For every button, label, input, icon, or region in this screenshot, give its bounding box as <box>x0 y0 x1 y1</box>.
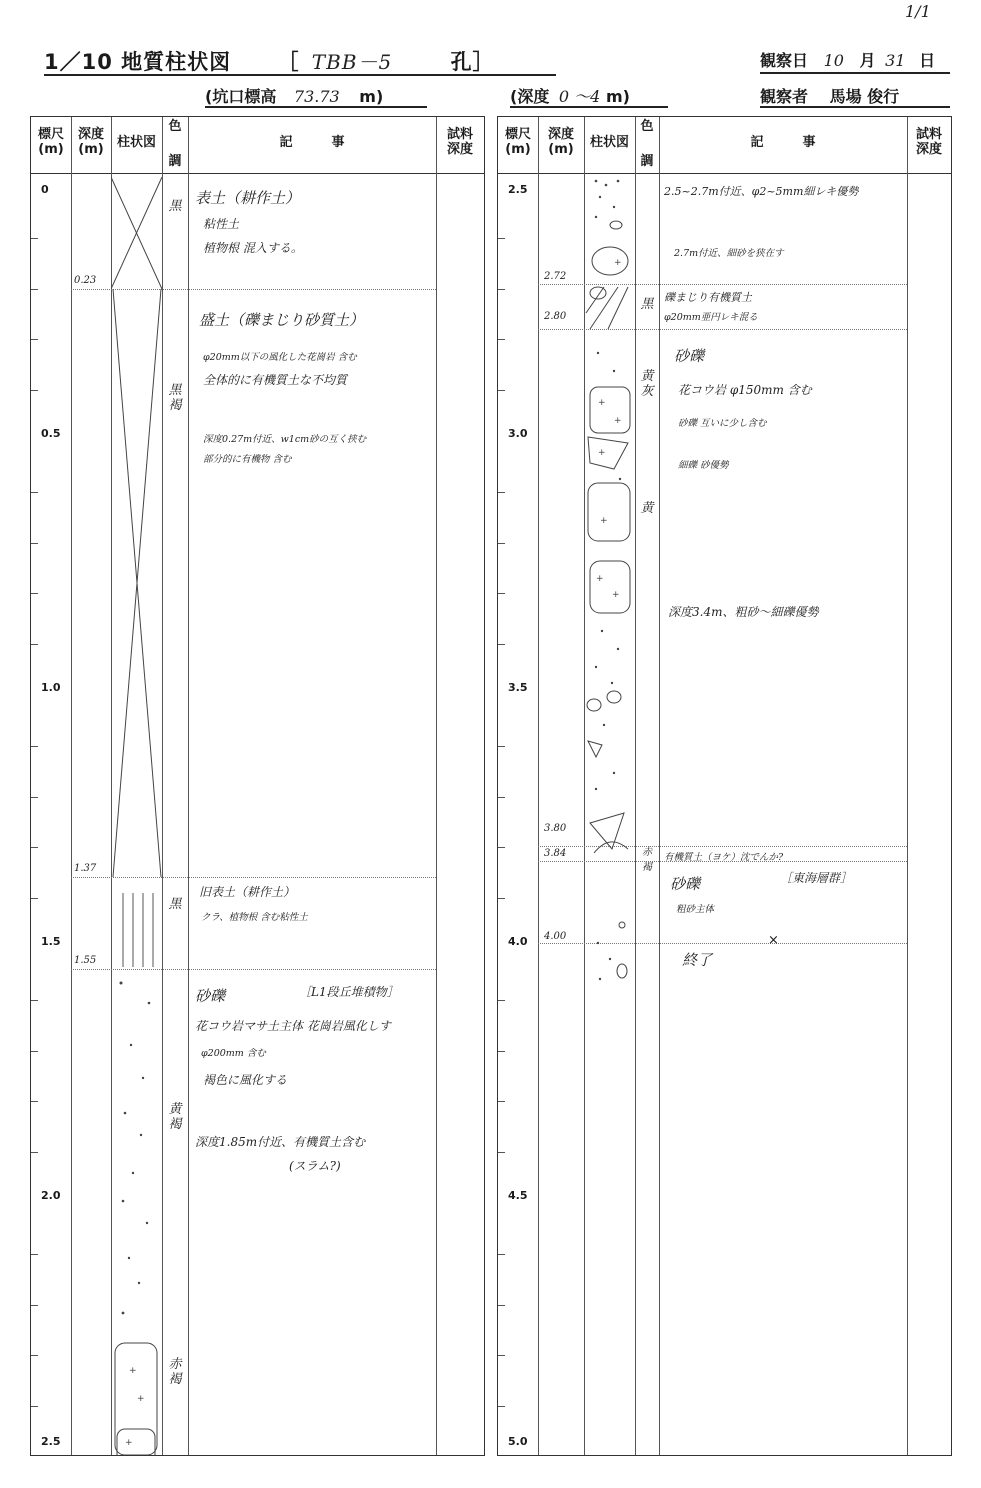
col-sample-2: 深度 <box>446 142 473 157</box>
remark-text: 粘性土 <box>203 217 240 231</box>
remark-text: 褐色に風化する <box>203 1073 288 1087</box>
remark-text: 2.7m付近、細砂を狭在す <box>674 248 784 259</box>
obs-day-unit: 日 <box>919 51 936 70</box>
scale-label: 2.0 <box>41 1189 61 1202</box>
scale-label: 1.5 <box>41 935 61 948</box>
remark-text: 砂礫 <box>674 347 705 365</box>
remark-text: 有機質土（ヨケ）沈でんか? <box>664 852 784 863</box>
color-label: 黄灰 <box>640 369 654 399</box>
obs-day: 31 <box>885 51 906 70</box>
depth-mark: 3.80 <box>544 823 567 834</box>
remark-text: 砂礫 <box>195 987 226 1005</box>
svg-text:+: + <box>600 516 608 526</box>
col-scale: 標尺 <box>37 127 64 142</box>
remark-text: 細礫 砂優勢 <box>678 460 729 471</box>
depth-mark: 4.00 <box>544 931 567 942</box>
depth-mark: 3.84 <box>544 848 567 859</box>
elevation-value: 73.73 <box>293 87 340 106</box>
remark-text: 盛土（礫まじり砂質土） <box>199 311 365 329</box>
col-depth-unit: (m) <box>78 142 104 157</box>
page-number: 1/1 <box>905 2 931 21</box>
col-column-chart: 柱状図 <box>116 135 156 150</box>
col-sample-1: 試料 <box>446 127 473 142</box>
elevation-unit: m) <box>359 87 384 106</box>
color-label: 黄 <box>640 501 654 516</box>
scale-label: 4.0 <box>508 935 528 948</box>
elevation <box>205 84 427 108</box>
obs-date-label: 観察日 <box>760 51 809 70</box>
remark-text: 砂礫 互いに少し含む <box>678 418 767 429</box>
column-chart-graphic <box>111 173 162 1455</box>
color-label: 赤褐 <box>168 1357 182 1387</box>
color-label: 黒 <box>168 897 182 912</box>
color-label: 黒 <box>640 297 654 312</box>
svg-text:+: + <box>125 1438 133 1448</box>
color-label: 黒 <box>168 199 182 214</box>
column-chart-graphic <box>584 173 635 1455</box>
scale-label: 0 <box>41 183 49 196</box>
scale-label: 1.0 <box>41 681 61 694</box>
col-column-chart: 柱状図 <box>589 135 629 150</box>
col-scale: 標尺 <box>504 127 531 142</box>
col-scale-unit: (m) <box>505 142 531 157</box>
depth-mark: 2.72 <box>544 271 567 282</box>
scale-label: 2.5 <box>41 1435 61 1448</box>
remark-text: クラ、植物根 含む粘性土 <box>201 912 308 923</box>
scale-label: 4.5 <box>508 1189 528 1202</box>
left-log-panel <box>30 116 485 1456</box>
svg-text:+: + <box>598 398 606 408</box>
obs-month: 10 <box>823 51 844 70</box>
col-sample-2: 深度 <box>915 142 942 157</box>
col-scale-unit: (m) <box>38 142 64 157</box>
end-cross-icon: × <box>768 933 779 948</box>
col-color-2: 調 <box>640 154 654 169</box>
remark-text: 部分的に有機物 含む <box>203 454 292 465</box>
observer-label: 観察者 <box>760 87 809 106</box>
observation-date <box>760 48 950 74</box>
depth-range-unit: m) <box>605 87 630 106</box>
hole-suffix: 孔］ <box>450 50 495 74</box>
scale-label: 2.5 <box>508 183 528 196</box>
depth-range-value: 0 ～4 <box>558 87 601 106</box>
remark-text: φ200mm 含む <box>201 1048 266 1059</box>
remark-text: 2.5~2.7m付近、φ2~5mm細レキ優勢 <box>664 185 859 198</box>
depth-range <box>510 84 668 108</box>
remark-text: 深度1.85m付近、有機質土含む <box>195 1135 366 1149</box>
elevation-label: (坑口標高 <box>205 87 277 106</box>
page-title-block <box>44 46 556 76</box>
svg-text:+: + <box>598 448 606 458</box>
col-color-2: 調 <box>168 154 182 169</box>
svg-text:+: + <box>614 416 622 426</box>
svg-text:+: + <box>137 1394 145 1404</box>
remark-text: φ20mm亜円レキ混る <box>664 312 758 323</box>
depth-range-label: (深度 <box>510 87 550 106</box>
scale-label: 3.0 <box>508 427 528 440</box>
col-remarks: 記 事 <box>279 135 345 150</box>
right-log-panel <box>497 116 952 1456</box>
depth-mark: 0.23 <box>74 275 97 286</box>
depth-mark: 1.37 <box>74 863 97 874</box>
remark-text: 植物根 混入する。 <box>203 241 303 255</box>
remark-text: (スラム?) <box>289 1159 341 1173</box>
remark-text: 礫まじり有機質土 <box>664 291 752 304</box>
depth-mark: 2.80 <box>544 311 567 322</box>
remark-text: ［L1段丘堆積物］ <box>299 985 399 999</box>
remark-text: 旧表土（耕作土） <box>199 885 296 899</box>
depth-mark: 1.55 <box>74 955 97 966</box>
remark-text: 表土（耕作土） <box>195 189 301 207</box>
remark-text: 全体的に有機質土な不均質 <box>203 373 348 387</box>
remark-text: 花コウ岩 φ150mm 含む <box>678 383 812 397</box>
col-depth-unit: (m) <box>548 142 574 157</box>
remark-text: ［東海層群］ <box>780 871 853 885</box>
remark-text: 深度3.4m、粗砂～細礫優勢 <box>668 605 819 619</box>
color-label: 黒褐 <box>168 383 182 413</box>
col-color-1: 色 <box>640 119 654 134</box>
col-depth: 深度 <box>547 127 574 142</box>
col-remarks: 記 事 <box>750 135 816 150</box>
remark-text: φ20mm以下の風化した花崗岩 含む <box>203 352 357 363</box>
svg-text:+: + <box>596 574 604 584</box>
hole-open-bracket: ［ <box>277 50 300 74</box>
hole-name: TBB－5 <box>311 50 393 74</box>
scale-label: 0.5 <box>41 427 61 440</box>
scale-label: 3.5 <box>508 681 528 694</box>
remark-text: 終了 <box>682 951 713 969</box>
observer <box>760 84 950 108</box>
svg-text:+: + <box>612 590 620 600</box>
remark-text: 花コウ岩マサ土主体 花崗岩風化しす <box>195 1019 391 1033</box>
col-depth: 深度 <box>77 127 104 142</box>
svg-text:+: + <box>614 258 622 268</box>
remark-text: 砂礫 <box>670 875 701 893</box>
col-sample-1: 試料 <box>915 127 942 142</box>
color-label: 赤褐 <box>642 847 652 873</box>
page-title: 1／10 地質柱状図 <box>44 50 232 74</box>
col-color-1: 色 <box>168 119 182 134</box>
svg-text:+: + <box>129 1366 137 1376</box>
remark-text: 粗砂主体 <box>676 904 715 915</box>
scale-label: 5.0 <box>508 1435 528 1448</box>
remark-text: 深度0.27m付近、w1cm砂の互く挟む <box>203 434 367 445</box>
obs-month-unit: 月 <box>859 51 876 70</box>
observer-name: 馬場 俊行 <box>829 87 900 106</box>
color-label: 黄褐 <box>168 1102 182 1132</box>
